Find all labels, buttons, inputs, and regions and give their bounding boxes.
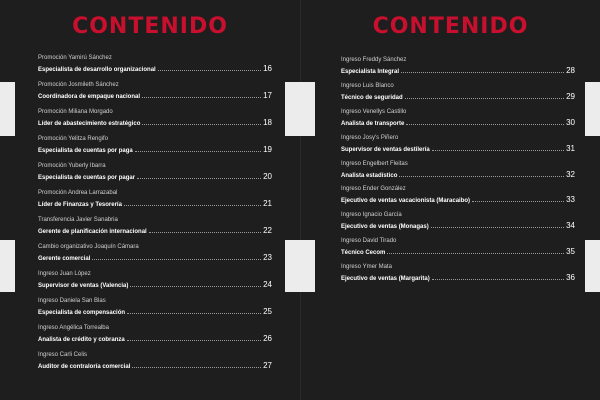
toc-entry[interactable] <box>38 108 272 135</box>
dot-leader <box>124 199 261 206</box>
dot-leader <box>432 273 564 280</box>
toc-entry-line <box>38 226 272 236</box>
toc-entry-kicker: Ingreso Venellys Castillo <box>341 108 407 115</box>
toc-entry-role: Técnico Cecom <box>341 250 386 257</box>
toc-entry-role: Analista de crédito y cobranza <box>38 337 125 343</box>
toc-entry-role: Ejecutivo de ventas vacacionista (Maracaibo) <box>341 198 471 205</box>
toc-entry-page-number: 28 <box>566 66 575 75</box>
toc-entry-page-number: 32 <box>566 169 575 179</box>
page-edge-tab <box>0 82 15 136</box>
toc-entry-line <box>341 92 575 102</box>
toc-entry-kicker: Ingreso Engelbert Fleitas <box>341 160 408 167</box>
toc-entry-role: Gerente de planificación internacional <box>38 229 147 235</box>
dot-leader <box>406 118 564 125</box>
toc-entry-role: Auditor de contraloría comercial <box>38 364 131 370</box>
left-toc-list <box>38 54 272 378</box>
toc-entry-page-number: 18 <box>263 118 272 127</box>
dot-leader <box>399 170 564 177</box>
toc-entry[interactable] <box>38 324 272 351</box>
toc-entry-kicker: Ingreso Luis Blanco <box>341 82 394 89</box>
toc-entry[interactable] <box>38 81 272 108</box>
right-toc-list <box>341 56 575 289</box>
toc-entry-page-number: 24 <box>263 280 272 289</box>
toc-entry-role: Analista estadístico <box>341 172 398 179</box>
toc-entry-page-number: 23 <box>263 253 272 262</box>
toc-entry-line <box>38 253 272 263</box>
toc-entry-kicker: Ingreso Angélica Torrealba <box>38 325 109 331</box>
toc-entry-line <box>341 144 575 154</box>
toc-entry[interactable] <box>341 108 575 134</box>
toc-entry-kicker: Ingreso Josy's Piñero <box>341 134 399 141</box>
toc-entry-line <box>38 361 272 371</box>
toc-entry[interactable] <box>341 237 575 263</box>
page-edge-tab <box>300 240 315 292</box>
toc-entry-role: Ejecutivo de ventas (Margarita) <box>341 276 430 283</box>
toc-entry-role: Ejecutivo de ventas (Monagas) <box>341 224 429 231</box>
toc-entry-line <box>341 195 575 205</box>
toc-entry-line <box>38 64 272 74</box>
toc-entry[interactable] <box>38 162 272 189</box>
toc-entry-role: Supervisor de ventas (Valencia) <box>38 283 129 289</box>
right-page <box>300 0 600 400</box>
toc-entry-role: Especialista de compensación <box>38 310 126 316</box>
toc-entry-page-number: 35 <box>566 247 575 257</box>
page-edge-tab <box>285 82 300 136</box>
toc-entry[interactable] <box>38 54 272 81</box>
toc-entry-role: Supervisor de ventas destilería <box>341 146 430 153</box>
dot-leader <box>472 195 564 202</box>
dot-leader <box>137 172 261 179</box>
left-page-title: CONTENIDO <box>72 14 228 39</box>
toc-entry[interactable] <box>341 134 575 160</box>
page-edge-tab <box>585 240 600 292</box>
toc-entry-role: Especialista Integral <box>341 69 400 75</box>
toc-entry-role: Líder de Finanzas y Tesorería <box>38 202 122 208</box>
dot-leader <box>432 144 564 151</box>
toc-entry-line <box>38 280 272 290</box>
dot-leader <box>158 64 261 71</box>
toc-entry-page-number: 25 <box>263 307 272 316</box>
toc-entry[interactable] <box>38 297 272 324</box>
toc-entry-kicker: Ingreso Freddy Sánchez <box>341 57 407 63</box>
toc-entry-role: Gerente comercial <box>38 256 91 262</box>
toc-entry-page-number: 26 <box>263 334 272 343</box>
page-edge-tab <box>300 82 315 136</box>
toc-entry-page-number: 31 <box>566 143 575 153</box>
toc-entry-page-number: 16 <box>263 64 272 73</box>
toc-entry-page-number: 27 <box>263 361 272 370</box>
dot-leader <box>132 361 261 368</box>
toc-entry-role: Técnico de seguridad <box>341 94 403 101</box>
toc-entry[interactable] <box>341 56 575 82</box>
page-edge-tab <box>285 240 300 292</box>
toc-entry-kicker: Promoción Miliana Morgado <box>38 109 113 115</box>
toc-entry[interactable] <box>341 82 575 108</box>
toc-entry-kicker: Ingreso Daniela San Blas <box>38 298 106 304</box>
dot-leader <box>135 145 261 152</box>
toc-entry-role: Especialista de cuentas por paga <box>38 148 133 154</box>
toc-entry-page-number: 29 <box>566 91 575 101</box>
toc-entry-role: Coordinadora de empaque nacional <box>38 94 141 100</box>
toc-entry-kicker: Ingreso Juan López <box>38 271 91 277</box>
toc-entry-role: Analista de transporte <box>341 120 405 127</box>
toc-entry-line <box>38 199 272 209</box>
toc-entry-kicker: Promoción Yelitza Rengifo <box>38 136 109 142</box>
dot-leader <box>142 91 261 98</box>
toc-entry[interactable] <box>341 160 575 186</box>
toc-entry-line <box>341 66 575 76</box>
dot-leader <box>127 307 261 314</box>
toc-entry-kicker: Transferencia Javier Sanabria <box>38 217 118 223</box>
right-page-title: CONTENIDO <box>372 14 529 39</box>
dot-leader <box>401 66 564 73</box>
toc-entry-line <box>341 247 575 257</box>
toc-entry-kicker: Ingreso Ymer Mata <box>341 264 392 271</box>
toc-entry-kicker: Ingreso Ender González <box>341 186 406 193</box>
toc-entry-kicker: Promoción Andrea Larrazabal <box>38 190 118 196</box>
toc-entry[interactable] <box>38 216 272 243</box>
toc-entry[interactable] <box>38 351 272 378</box>
toc-entry-line <box>38 91 272 101</box>
toc-entry-kicker: Promoción Yamirú Sánchez <box>38 55 112 61</box>
toc-entry-kicker: Promoción Josmileth Sánchez <box>38 82 119 88</box>
toc-entry-kicker: Cambio organizativo Joaquín Cámara <box>38 244 139 250</box>
toc-entry-page-number: 19 <box>263 145 272 154</box>
dot-leader <box>387 247 564 254</box>
toc-entry-page-number: 34 <box>566 221 575 231</box>
toc-entry[interactable] <box>341 263 575 289</box>
toc-entry-line <box>38 307 272 317</box>
toc-entry-kicker: Ingreso Ignacio García <box>341 212 402 219</box>
toc-entry-role: Especialista de cuentas por pagar <box>38 175 136 181</box>
toc-entry-line <box>38 118 272 128</box>
toc-entry-page-number: 21 <box>263 199 272 208</box>
toc-entry-kicker: Ingreso David Tirado <box>341 238 397 245</box>
toc-entry-line <box>341 118 575 128</box>
toc-entry-kicker: Ingreso Carli Celis <box>38 352 88 358</box>
dot-leader <box>431 221 564 228</box>
toc-entry-line <box>341 273 575 283</box>
toc-entry-page-number: 20 <box>263 172 272 181</box>
toc-entry-page-number: 17 <box>263 91 272 100</box>
toc-entry[interactable] <box>38 243 272 270</box>
toc-entry-role: Especialista de desarrollo organizacional <box>38 67 156 73</box>
toc-entry[interactable] <box>341 185 575 211</box>
toc-entry-line <box>341 221 575 231</box>
page-edge-tab <box>585 82 600 136</box>
toc-entry-page-number: 36 <box>566 273 575 283</box>
toc-entry[interactable] <box>38 189 272 216</box>
toc-entry-page-number: 33 <box>566 195 575 205</box>
toc-entry-page-number: 30 <box>566 117 575 127</box>
toc-entry-line <box>341 170 575 180</box>
toc-entry[interactable] <box>38 270 272 297</box>
dot-leader <box>130 280 261 287</box>
toc-entry[interactable] <box>341 211 575 237</box>
dot-leader <box>127 334 261 341</box>
dot-leader <box>92 253 261 260</box>
toc-entry-line <box>38 145 272 155</box>
page-edge-tab <box>0 240 15 292</box>
toc-entry[interactable] <box>38 135 272 162</box>
toc-entry-line <box>38 334 272 344</box>
toc-entry-page-number: 22 <box>263 226 272 235</box>
toc-entry-line <box>38 172 272 182</box>
toc-entry-kicker: Promoción Yuberly Ibarra <box>38 163 106 169</box>
dot-leader <box>405 92 564 99</box>
toc-entry-role: Líder de abastecimiento estratégico <box>38 121 141 127</box>
dot-leader <box>142 118 261 125</box>
dot-leader <box>149 226 261 233</box>
